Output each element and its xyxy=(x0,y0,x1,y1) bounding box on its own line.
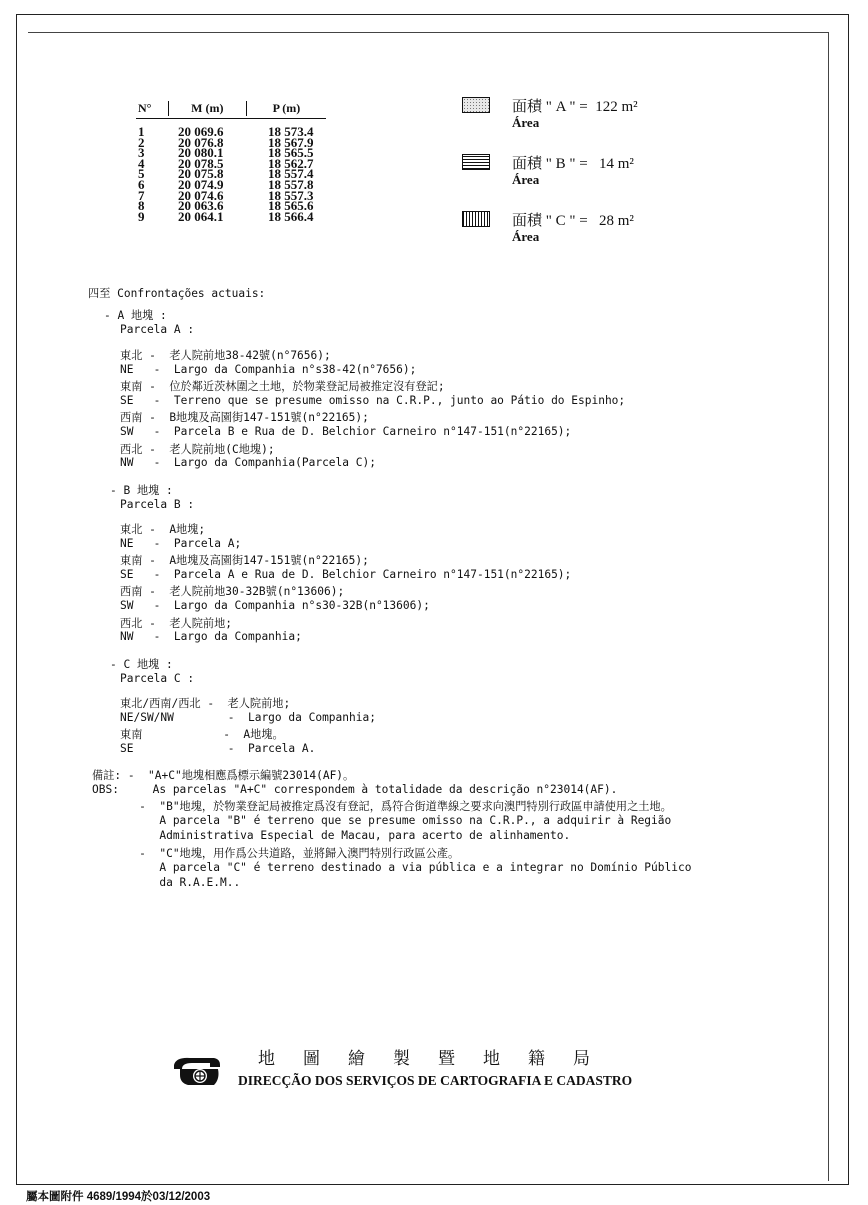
header-no: N° xyxy=(136,101,169,116)
cell-no: 2 xyxy=(138,134,145,150)
text-line: 西南 - 老人院前地30-32B號(n°13606); xyxy=(120,585,345,599)
text-line: OBS: As parcelas "A+C" correspondem à totalidade da descrição n°23014(AF). xyxy=(92,782,618,796)
legend-label: 面積 " B " = 14 m² xyxy=(512,156,634,172)
text-line: 東南 - A地塊。 xyxy=(120,728,284,742)
cell-no: 4 xyxy=(138,155,145,171)
text-line: 西北 - 老人院前地(C地塊); xyxy=(120,442,275,456)
text-line: - "C"地塊，用作爲公共道路，並將歸入澳門特別行政區公產。 xyxy=(92,847,460,860)
table-body xyxy=(136,124,348,224)
cell-p: 18 557.4 xyxy=(268,166,314,182)
text-line: 東北 - 老人院前地38-42號(n°7656); xyxy=(120,349,331,362)
cell-m: 20 078.5 xyxy=(178,155,224,171)
legend-sub: Área xyxy=(512,229,540,244)
coordinates-table xyxy=(136,101,348,222)
text-line: da R.A.E.M.. xyxy=(92,876,241,890)
text-line: A parcela "B" é terreno que se presume omisso na C.R.P., a adquirir à Região xyxy=(92,813,672,827)
cell-p: 18 565.5 xyxy=(268,145,314,161)
department-name-zh: 地圖繪製暨地籍局 xyxy=(258,1049,618,1069)
text-line: Administrativa Especial de Macau, para acerto de alinhamento. xyxy=(92,829,571,843)
table-row xyxy=(136,124,348,139)
cell-m: 20 064.1 xyxy=(178,208,224,224)
header-m: M (m) xyxy=(169,101,247,116)
text-line: 東北/西南/西北 - 老人院前地; xyxy=(120,697,291,710)
confrontations-title: 四至 Confrontações actuais: xyxy=(88,287,266,300)
parcel-c-title: - C 地塊 : xyxy=(110,658,173,671)
department-name-pt: DIRECÇÃO DOS SERVIÇOS DE CARTOGRAFIA E CADASTRO xyxy=(238,1073,633,1088)
text-line: - "B"地塊，於物業登記局被推定爲沒有登記，爲符合街道準線之要求向澳門特別行政區申請使用之土地。 xyxy=(92,800,672,814)
text-line: 西南 - B地塊及高園街147-151號(n°22165); xyxy=(120,411,369,425)
cell-no: 9 xyxy=(138,208,145,224)
cell-m: 20 080.1 xyxy=(178,145,224,161)
cell-m: 20 063.6 xyxy=(178,198,224,214)
cell-p: 18 562.7 xyxy=(268,155,314,171)
table-row xyxy=(136,208,348,224)
text-line: SW - Parcela B e Rua de D. Belchior Carneiro n°147-151(n°22165); xyxy=(120,425,572,438)
cell-no: 5 xyxy=(138,166,145,182)
cell-m: 20 074.9 xyxy=(178,176,224,192)
parcel-b-subtitle: Parcela B : xyxy=(120,498,195,511)
cell-p: 18 557.3 xyxy=(268,187,314,203)
text-line: SE - Parcela A e Rua de D. Belchior Carneiro n°147-151(n°22165); xyxy=(120,567,572,581)
annex-note: 屬本圖附件 4689/1994於03/12/2003 xyxy=(26,1191,211,1203)
cell-p: 18 567.9 xyxy=(268,134,314,150)
cell-no: 1 xyxy=(138,124,145,139)
cell-no: 3 xyxy=(138,145,145,161)
table-header xyxy=(136,101,326,119)
cell-m: 20 069.6 xyxy=(178,124,224,139)
header-p: P (m) xyxy=(272,101,301,115)
table-row xyxy=(136,134,348,150)
text-line: NE - Parcela A; xyxy=(120,536,242,550)
legend-label: 面積 " A " = 122 m² xyxy=(512,99,638,115)
cell-p: 18 566.4 xyxy=(268,208,314,224)
cell-m: 20 075.8 xyxy=(178,166,224,182)
table-row xyxy=(136,145,348,161)
text-line: 東南 - 位於鄰近茨林圍之土地，於物業登記局被推定沒有登記; xyxy=(120,380,445,394)
cell-p: 18 565.6 xyxy=(268,198,314,214)
text-line: NW - Largo da Companhia(Parcela C); xyxy=(120,456,376,470)
legend-sub: Área xyxy=(512,172,540,187)
text-line: 西北 - 老人院前地; xyxy=(120,616,232,630)
vertical-hatch-swatch xyxy=(462,211,490,227)
text-line: SE - Parcela A. xyxy=(120,741,316,755)
text-line: A parcela "C" é terreno destinado a via pública e a integrar no Domínio Público xyxy=(92,860,692,874)
cell-m: 20 076.8 xyxy=(178,134,224,150)
text-line: SE - Terreno que se presume omisso na C.R.P., junto ao Pátio do Espinho; xyxy=(120,393,626,407)
horizontal-hatch-swatch xyxy=(462,154,490,170)
parcel-a-title: - A 地塊 : xyxy=(104,309,167,322)
legend-label: 面積 " C " = 28 m² xyxy=(512,213,634,229)
text-line: 東南 - A地塊及高園街147-151號(n°22165); xyxy=(120,554,369,568)
text-line: SW - Largo da Companhia n°s30-32B(n°13606); xyxy=(120,599,430,612)
table-row xyxy=(136,198,348,214)
cell-no: 7 xyxy=(138,187,145,203)
cadastre-logo-icon xyxy=(170,1053,222,1089)
dotted-hatch-swatch xyxy=(462,97,490,113)
text-line: NW - Largo da Companhia; xyxy=(120,630,302,644)
cell-no: 8 xyxy=(138,198,145,214)
text-line: NE/SW/NW - Largo da Companhia; xyxy=(120,710,376,724)
cell-p: 18 573.4 xyxy=(268,124,314,139)
table-row xyxy=(136,166,348,182)
legend-sub: Área xyxy=(512,115,540,130)
cell-no: 6 xyxy=(138,176,145,192)
text-line: 備註: - "A+C"地塊相應爲標示編號23014(AF)。 xyxy=(92,769,355,782)
cell-p: 18 557.8 xyxy=(268,176,314,192)
text-line: NE - Largo da Companhia n°s38-42(n°7656); xyxy=(120,362,417,376)
table-row xyxy=(136,176,348,192)
cell-m: 20 074.6 xyxy=(178,187,224,203)
parcel-a-subtitle: Parcela A : xyxy=(120,323,195,336)
parcel-c-subtitle: Parcela C : xyxy=(120,672,195,685)
text-line: 東北 - A地塊; xyxy=(120,523,206,536)
table-row xyxy=(136,155,348,171)
table-row xyxy=(136,187,348,203)
parcel-b-title: - B 地塊 : xyxy=(110,484,173,497)
